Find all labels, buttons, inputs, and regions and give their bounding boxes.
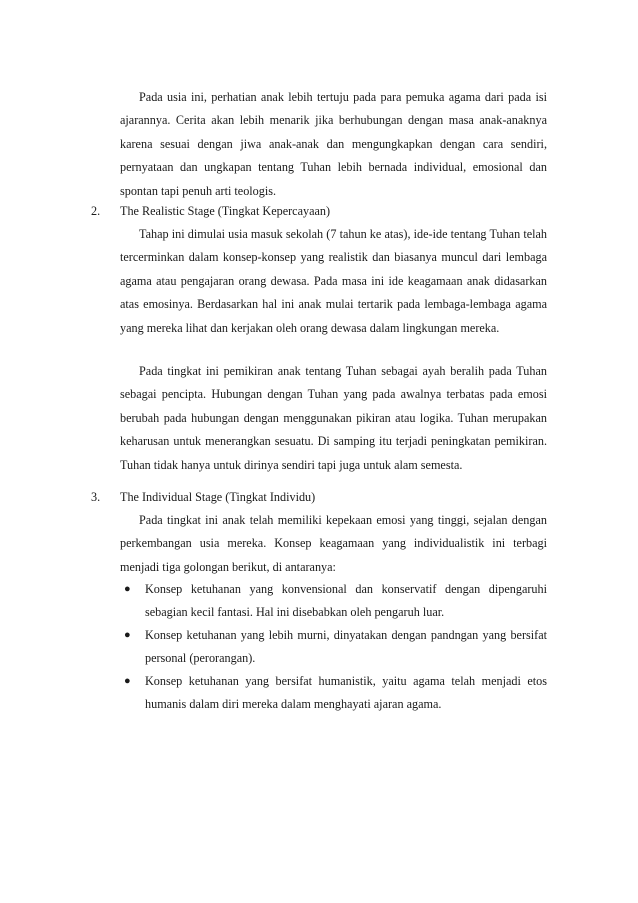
- section-2-title: The Realistic Stage (Tingkat Kepercayaan): [120, 204, 331, 218]
- list-item: [120, 578, 550, 625]
- section-3-title: The Individual Stage (Tingkat Individu): [120, 490, 316, 504]
- list-item-text: Konsep ketuhanan yang lebih murni, dinyatakan dengan pandngan yang bersifat personal (perorangan).: [145, 628, 547, 666]
- section-3-paragraph-1: Pada tingkat ini anak telah memiliki kepekaan emosi yang tinggi, sejalan dengan perkembangan usia mereka. Konsep keagamaan yang individualistik ini terbagi menjadi tiga golongan berikut, di antaranya:: [120, 513, 547, 574]
- section-3-number: 3.: [91, 490, 101, 504]
- list-item-text: Konsep ketuhanan yang bersifat humanistik, yaitu agama telah menjadi etos humanis dalam diri mereka dalam menghayati ajaran agama.: [145, 674, 547, 712]
- section-3-heading: [91, 486, 551, 509]
- section-2-paragraph-2: Pada tingkat ini pemikiran anak tentang Tuhan sebagai ayah beralih pada Tuhan sebagai pencipta. Hubungan dengan Tuhan yang pada awalnya terbatas pada emosi berubah pada hubungan dengan menggunakan pikiran atau logika. Tuhan merupakan keharusan untuk menerangkan sesuatu. Di samping itu terjadi peningkatan pemikiran. Tuhan tidak hanya untuk dirinya sendiri tapi juga untuk alam semesta.: [120, 364, 547, 472]
- list-item-text: Konsep ketuhanan yang konvensional dan konservatif dengan dipengaruhi sebagian kecil fantasi. Hal ini disebabkan oleh pengaruh luar.: [145, 582, 547, 620]
- intro-paragraph: Pada usia ini, perhatian anak lebih tertuju pada para pemuka agama dari pada isi ajarannya. Cerita akan lebih menarik jika berhubungan dengan masa anak-anaknya karena sesuai dengan jiwa anak-anak dan mengungkapkan dengan cara sendiri, pernyataan dan ungkapan tentang Tuhan lebih bernada individual, emosional dan spontan tapi penuh arti teologis.: [120, 90, 547, 198]
- bullet-icon: ●: [124, 675, 131, 687]
- section-2-paragraph-1: Tahap ini dimulai usia masuk sekolah (7 tahun ke atas), ide-ide tentang Tuhan telah tercerminkan dalam konsep-konsep yang realistik dan biasanya muncul dari lembaga agama atau pengajaran orang dewasa. Pada masa ini ide keagamaan anak didasarkan atas emosinya. Berdasarkan hal ini anak mulai tertarik pada lembaga-lembaga agama yang mereka lihat dan kerjakan oleh orang dewasa dalam lingkungan mereka.: [120, 227, 547, 335]
- section-2-heading: [91, 200, 551, 223]
- bullet-icon: ●: [124, 583, 131, 595]
- list-item: [120, 624, 550, 671]
- list-item: [120, 670, 550, 717]
- bullet-icon: ●: [124, 629, 131, 641]
- section-2-number: 2.: [91, 204, 101, 218]
